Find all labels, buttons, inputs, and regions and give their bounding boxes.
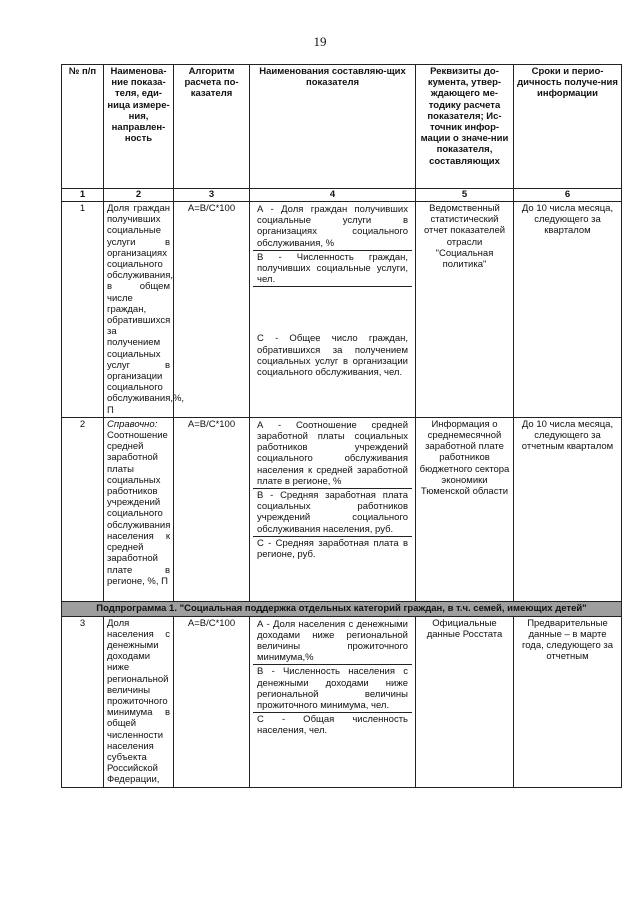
timing-info: До 10 числа месяца, следующего за отчетным кварталом xyxy=(514,417,622,601)
component-item: А - Доля граждан получивших социальные услуги в организациях социального обслуживания, % xyxy=(253,203,412,251)
header-num: № п/п xyxy=(62,65,104,189)
header-indicator: Наименова-ние показа-теля, еди-ница измере-ния, направлен-ность xyxy=(104,65,174,189)
subprogram-row xyxy=(62,602,622,616)
component-item: С - Общая численность населения, чел. xyxy=(257,714,408,737)
column-number: 4 xyxy=(250,189,416,202)
components-cell xyxy=(250,417,416,601)
row-number: 2 xyxy=(62,417,104,601)
indicator-name: Соотношение средней заработной платы социальных работников учреждений социального обслуживания населения к средней заработной плате в регионе, %, П xyxy=(107,430,171,587)
algorithm-formula: А=В/С*100 xyxy=(174,417,250,601)
algorithm-formula: А=В/С*100 xyxy=(174,202,250,418)
component-item: С - Общее число граждан, обратившихся за получением социальных услуг в организации социального обслуживания, чел. xyxy=(257,333,408,379)
indicator-name: Доля населения с денежными доходами ниже региональной величины прожиточного минимума в общей численности населения субъекта Российской Федерации, xyxy=(104,616,174,787)
table-row xyxy=(62,417,622,601)
header-timing: Сроки и перио-дичность получе-ния информации xyxy=(514,65,622,189)
source-document: Информация о среднемесячной заработной плате работников бюджетного сектора экономики Тюменской области xyxy=(416,417,514,601)
column-number: 2 xyxy=(104,189,174,202)
indicator-prefix: Справочно: xyxy=(107,418,158,430)
components-cell xyxy=(250,202,416,418)
components-cell xyxy=(250,616,416,787)
header-components: Наименования составляю-щих показателя xyxy=(250,65,416,189)
timing-info: Предварительные данные – в марте года, следующего за отчетным xyxy=(514,616,622,787)
row-number: 1 xyxy=(62,202,104,418)
page-number: 19 xyxy=(313,34,327,49)
column-number-row xyxy=(62,189,622,202)
indicator-name: Доля граждан получивших социальные услуги в организациях социального обслуживания, в общем числе граждан, обратившихся за получением социальных услуг в организации социального обслуживания,%, П xyxy=(104,202,174,418)
header-source: Реквизиты до-кумента, утвер-ждающего ме-тодику расчета показателя; Ис-точник инфор-мации о значе-нии показателя, составляющих xyxy=(416,65,514,189)
table-row xyxy=(62,202,622,418)
component-item: А - Доля населения с денежными доходами ниже региональной величины прожиточного минимума,% xyxy=(253,618,412,666)
component-item: А - Соотношение средней заработной платы социальных работников учреждений социального обслуживания населения к средней заработной плате в регионе, % xyxy=(253,419,412,489)
timing-info: До 10 числа месяца, следующего за кварталом xyxy=(514,202,622,418)
indicator-cell xyxy=(104,417,174,601)
indicators-table xyxy=(61,64,622,788)
subprogram-title: Подпрограмма 1. "Социальная поддержка отдельных категорий граждан, в т.ч. семей, имеющих детей" xyxy=(62,602,622,616)
column-number: 3 xyxy=(174,189,250,202)
table-row xyxy=(62,616,622,787)
algorithm-formula: А=В/С*100 xyxy=(174,616,250,787)
component-item: В - Численность граждан, получивших социальные услуги, чел. xyxy=(253,251,412,288)
column-number: 6 xyxy=(514,189,622,202)
column-number: 5 xyxy=(416,189,514,202)
component-item: С - Средняя заработная плата в регионе, руб. xyxy=(257,537,408,561)
table-header-row xyxy=(62,65,622,189)
header-algorithm: Алгоритм расчета по-казателя xyxy=(174,65,250,189)
source-document: Ведомственный статистический отчет показателей отрасли "Социальная политика" xyxy=(416,202,514,418)
row-number: 3 xyxy=(62,616,104,787)
component-item: В - Средняя заработная плата социальных работников учреждений социального обслуживания населения, руб. xyxy=(253,489,412,537)
source-document: Официальные данные Росстата xyxy=(416,616,514,787)
column-number: 1 xyxy=(62,189,104,202)
component-item: В - Численность населения с денежными доходами ниже региональной величины прожиточного минимума, чел. xyxy=(253,665,412,713)
